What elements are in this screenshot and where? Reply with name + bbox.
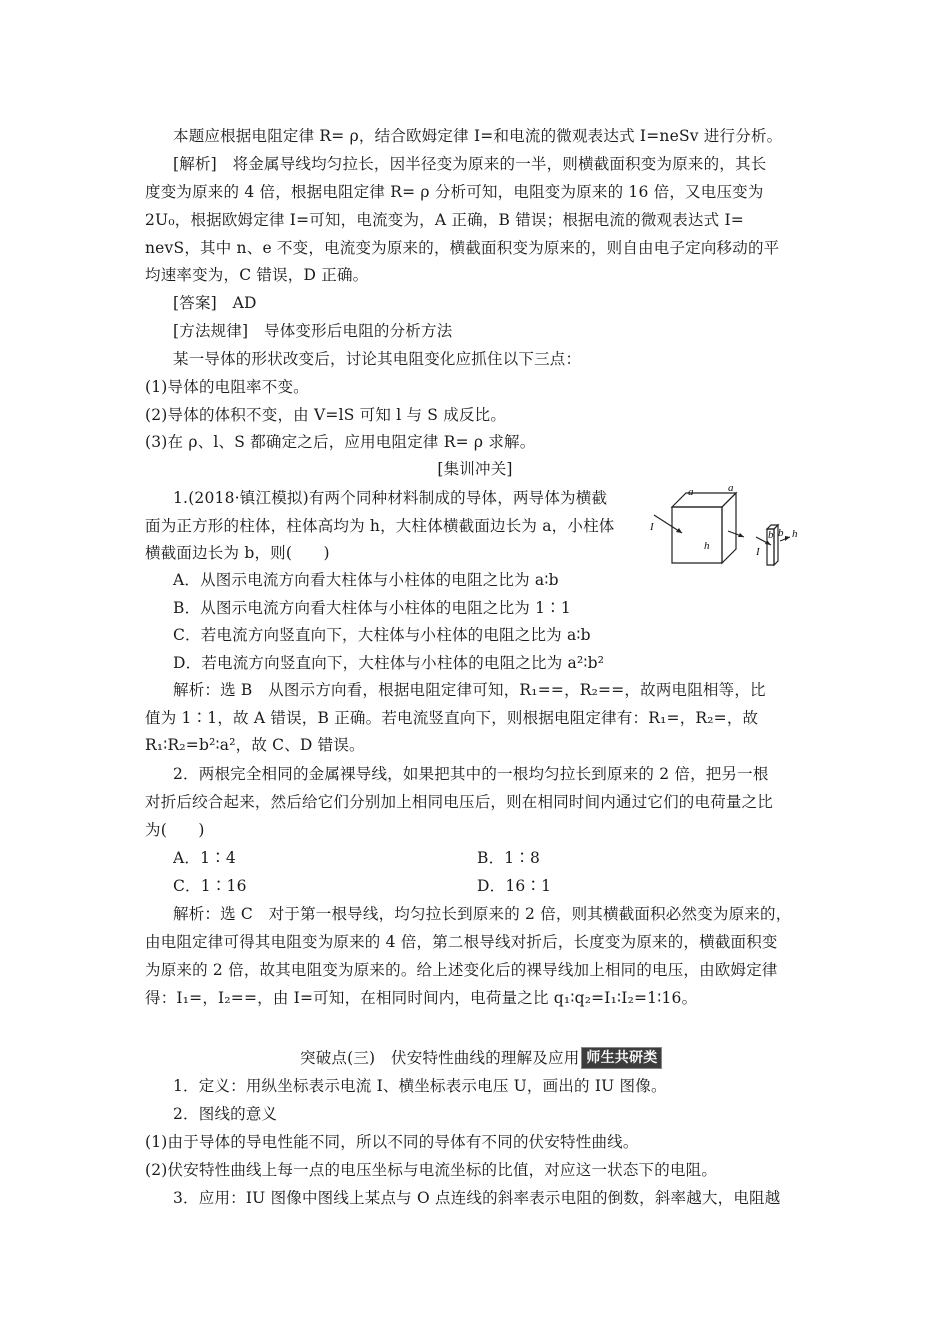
big-cube-front [672, 507, 722, 563]
label-h: h [704, 540, 710, 552]
text-line: 1．定义：用纵坐标表示电流 I、横坐标表示电压 U，画出的 IU 图像。 [173, 1077, 667, 1095]
section-title [300, 1047, 662, 1069]
conductor-figure [650, 485, 820, 575]
text-line: 得：I₁=，I₂==，由 I=可知，在相同时间内，电荷量之比 q₁∶q₂=I₁∶I₂=1∶16。 [145, 989, 698, 1007]
text-line: 本题应根据电阻定律 R= ρ，结合欧姆定律 I=和电流的微观表达式 I=neSv 进行分析。 [173, 127, 783, 145]
text-line: 度变为原来的 4 倍，根据电阻定律 R= ρ 分析可知，电阻变为原来的 16 倍，又电压变为 [145, 183, 764, 201]
solution-2: 解析：选 C 对于第一根导线，均匀拉长到原来的 2 倍，则其横截面积必然变为原来的， [173, 905, 792, 923]
text-line: 为原来的 2 倍，故其电阻变为原来的。给上述变化后的裸导线加上相同的电压，由欧姆定律 [145, 961, 778, 979]
answer-line: [答案] AD [173, 294, 257, 312]
text-line: 2．图线的意义 [173, 1105, 278, 1123]
text-line: 为( ) [145, 821, 205, 839]
option-a: A．1∶4 [173, 849, 236, 867]
text-line: 对折后绞合起来，然后给它们分别加上相同电压后，则在相同时间内通过它们的电荷量之比 [145, 793, 774, 811]
list-item: (3)在 ρ、l、S 都确定之后，应用电阻定律 R= ρ 求解。 [145, 433, 536, 451]
analysis-start: [解析] 将金属导线均匀拉长，因半径变为原来的一半，则横截面积变为原来的，其长 [173, 155, 767, 173]
option-d: D．若电流方向竖直向下，大柱体与小柱体的电阻之比为 a²∶b² [173, 654, 605, 672]
option-c: C．若电流方向竖直向下，大柱体与小柱体的电阻之比为 a∶b [173, 626, 591, 644]
list-item: (1)导体的电阻率不变。 [145, 378, 309, 396]
text-line: R₁∶R₂=b²∶a²，故 C、D 错误。 [145, 736, 365, 754]
question-1: 1.(2018·镇江模拟)有两个同种材料制成的导体，两导体为横截 [173, 489, 608, 507]
section-heading: [集训冲关] [437, 460, 513, 478]
label-h: h [792, 528, 798, 540]
text-line: 面为正方形的柱体，柱体高均为 h，大柱体横截面边长为 a，小柱体 [145, 517, 615, 535]
option-b: B．从图示电流方向看大柱体与小柱体的电阻之比为 1∶1 [173, 599, 571, 617]
list-item: (2)导体的体积不变，由 V=lS 可知 l 与 S 成反比。 [145, 406, 507, 424]
big-cube-top [672, 493, 736, 507]
text-line: 均速率变为，C 错误，D 正确。 [145, 266, 369, 284]
text-line: nevS，其中 n、e 不变，电流变为原来的，横截面积变为原来的，则自由电子定向移动的平 [145, 239, 780, 257]
category-badge: 师生共研类 [581, 1047, 662, 1069]
option-b: B．1∶8 [477, 849, 541, 867]
option-a: A．从图示电流方向看大柱体与小柱体的电阻之比为 a∶b [173, 571, 559, 589]
text-line: 3．应用：IU 图像中图线上某点与 O 点连线的斜率表示电阻的倒数，斜率越大，电阻越 [173, 1189, 781, 1207]
text-line: 值为 1∶1，故 A 错误，B 正确。若电流竖直向下，则根据电阻定律有：R₁=，R₂=，故 [145, 709, 759, 727]
option-d: D．16∶1 [477, 877, 552, 895]
option-c: C．1∶16 [173, 877, 247, 895]
list-item: (2)伏安特性曲线上每一点的电压坐标与电流坐标的比值，对应这一状态下的电阻。 [145, 1161, 718, 1179]
question-2: 2．两根完全相同的金属裸导线，如果把其中的一根均匀拉长到原来的 2 倍，把另一根 [173, 765, 769, 783]
label-a: a [728, 485, 734, 494]
big-cube-side [722, 493, 736, 563]
text-line: 由电阻定律可得其电阻变为原来的 4 倍，第二根导线对折后，长度变为原来的，横截面积变 [145, 933, 778, 951]
text-line: 横截面边长为 b，则( ) [145, 544, 330, 562]
text-line: 某一导体的形状改变后，讨论其电阻变化应抓住以下三点： [173, 350, 582, 368]
method-heading: [方法规律] 导体变形后电阻的分析方法 [173, 322, 453, 340]
label-I: I [650, 521, 654, 533]
arrowhead-icon [676, 528, 682, 533]
label-b: b [768, 529, 774, 541]
list-item: (1)由于导体的导电性能不同，所以不同的导体有不同的伏安特性曲线。 [145, 1133, 639, 1151]
text-line: 2U₀，根据欧姆定律 I=可知，电流变为，A 正确，B 错误；根据电流的微观表达式 I= [145, 211, 744, 229]
label-I: I [756, 546, 760, 558]
label-a: a [688, 486, 694, 498]
solution-1: 解析：选 B 从图示方向看，根据电阻定律可知，R₁==，R₂==，故两电阻相等，比 [173, 681, 766, 699]
label-b: b [778, 527, 784, 539]
section-title-text: 突破点(三) 伏安特性曲线的理解及应用 [300, 1049, 580, 1067]
